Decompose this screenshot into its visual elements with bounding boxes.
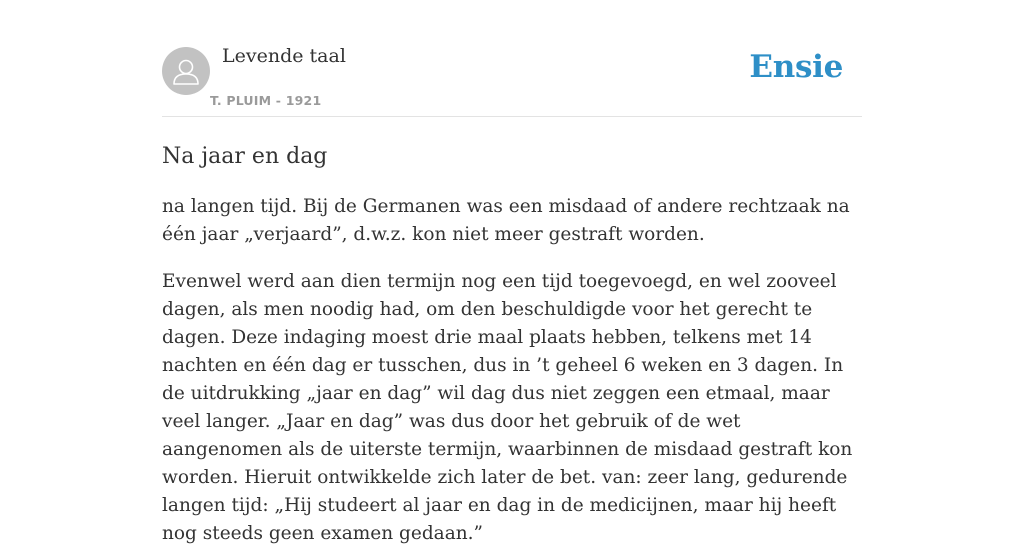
author-avatar[interactable] bbox=[162, 47, 210, 95]
book-meta: T. PLUIM - 1921 bbox=[210, 93, 322, 108]
entry-title: Na jaar en dag bbox=[162, 144, 328, 169]
entry-paragraph: Evenwel werd aan dien termijn nog een tijd toegevoegd, en wel zooveel dagen, als men noodig had, om den beschuldigde voor het gerecht te dagen. Deze indaging moest drie maal plaats hebben, telkens met 14 nachten en één dag er tusschen, dus in ’t geheel 6 weken en 3 dagen. In de uitdrukking „jaar en dag” wil dag dus niet zeggen een etmaal, maar veel langer. „Jaar en dag” was dus door het gebruik of de wet aangenomen als de uiterste termijn, waarbinnen de misdaad gestraft kon worden. Hieruit ontwikkelde zich later de bet. van: zeer lang, gedurende langen tijd: „Hij studeert al jaar en dag in de medicijnen, maar hij heeft nog steeds geen examen gedaan.” bbox=[162, 271, 853, 544]
page-content bbox=[162, 0, 862, 548]
author-name[interactable]: T. PLUIM bbox=[210, 93, 272, 108]
publication-year: 1921 bbox=[285, 93, 322, 108]
book-header bbox=[162, 0, 862, 117]
ensie-logo[interactable]: Ensie bbox=[749, 49, 843, 85]
book-title-link[interactable]: Levende taal bbox=[222, 45, 346, 67]
entry-paragraph: na langen tijd. Bij de Germanen was een misdaad of andere rechtzaak na één jaar „verjaard”, d.w.z. kon niet meer gestraft worden. bbox=[162, 196, 850, 245]
user-icon bbox=[162, 47, 210, 95]
